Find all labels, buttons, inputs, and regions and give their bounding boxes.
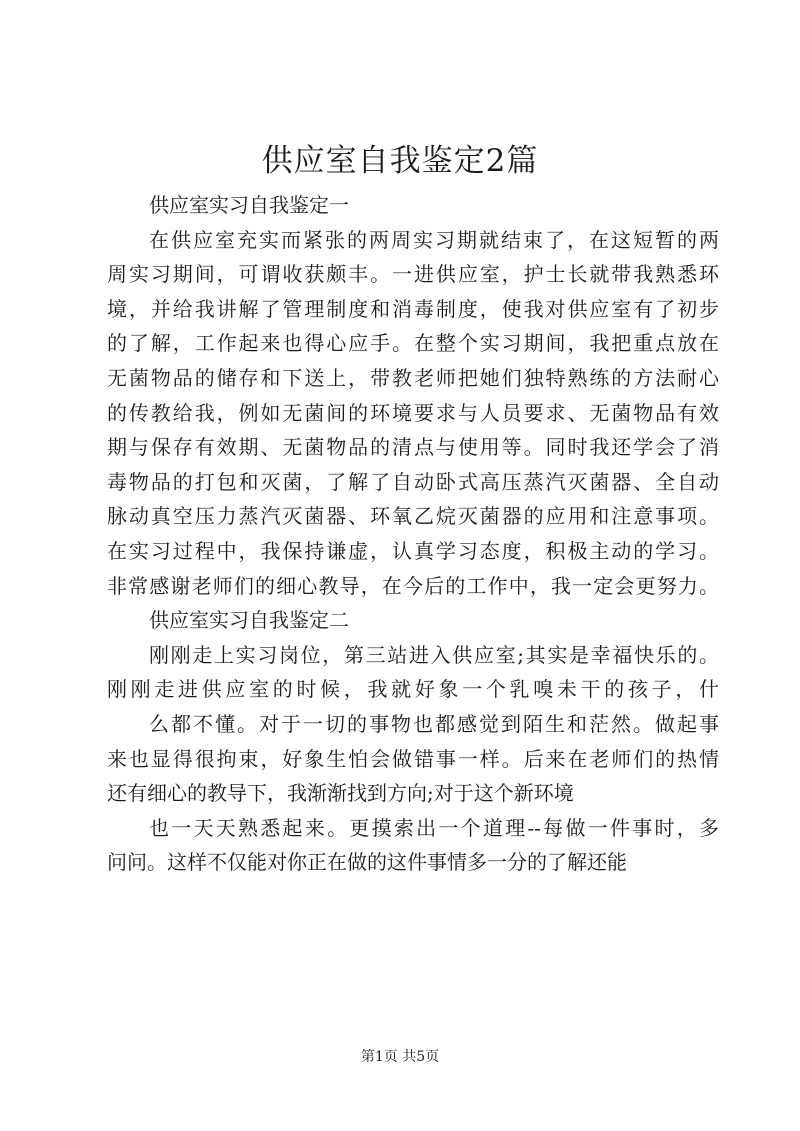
text-line: 期与保存有效期、无菌物品的清点与使用等。同时我还学会了消 bbox=[107, 435, 719, 460]
text-line: 的了解，工作起来也得心应手。在整个实习期间，我把重点放在 bbox=[107, 331, 719, 356]
text-line: 供应室实习自我鉴定二 bbox=[149, 608, 349, 633]
text-line: 来也显得很拘束，好象生怕会做错事一样。后来在老师们的热情 bbox=[107, 746, 719, 771]
text-line: 供应室实习自我鉴定一 bbox=[149, 193, 349, 217]
text-line: 么都不懂。对于一切的事物也都感觉到陌生和茫然。做起事 bbox=[149, 711, 719, 736]
text-line: 在供应室充实而紧张的两周实习期就结束了，在这短暂的两 bbox=[149, 227, 719, 252]
text-line: 脉动真空压力蒸汽灭菌器、环氧乙烷灭菌器的应用和注意事项。 bbox=[107, 504, 719, 529]
text-line: 境，并给我讲解了管理制度和消毒制度，使我对供应室有了初步 bbox=[107, 296, 719, 321]
text-line: 还有细心的教导下，我渐渐找到方向;对于这个新环境 bbox=[107, 781, 574, 806]
text-line: 非常感谢老师们的细心教导，在今后的工作中，我一定会更努力。 bbox=[107, 573, 719, 598]
text-line: 问问。这样不仅能对你正在做的这件事情多一分的了解还能 bbox=[107, 850, 627, 875]
text-line: 周实习期间，可谓收获颇丰。一进供应室，护士长就带我熟悉环 bbox=[107, 262, 719, 287]
document-title: 供应室自我鉴定2篇 bbox=[261, 143, 539, 179]
text-line: 毒物品的打包和灭菌，了解了自动卧式高压蒸汽灭菌器、全自动 bbox=[107, 469, 719, 494]
text-line: 也一天天熟悉起来。更摸索出一个道理--每做一件事时，多 bbox=[149, 815, 719, 840]
page-footer: 第1页 共5页 bbox=[360, 1049, 440, 1065]
text-line: 的传教给我，例如无菌间的环境要求与人员要求、无菌物品有效 bbox=[107, 400, 719, 425]
text-line: 刚刚走进供应室的时候，我就好象一个乳嗅未干的孩子，什 bbox=[107, 677, 719, 702]
document-body bbox=[107, 188, 719, 880]
text-line: 在实习过程中，我保持谦虚，认真学习态度，积极主动的学习。 bbox=[107, 538, 719, 563]
text-line: 无菌物品的储存和下送上，带教老师把她们独特熟练的方法耐心 bbox=[107, 365, 719, 390]
text-line: 刚刚走上实习岗位，第三站进入供应室;其实是幸福快乐的。 bbox=[149, 642, 719, 667]
